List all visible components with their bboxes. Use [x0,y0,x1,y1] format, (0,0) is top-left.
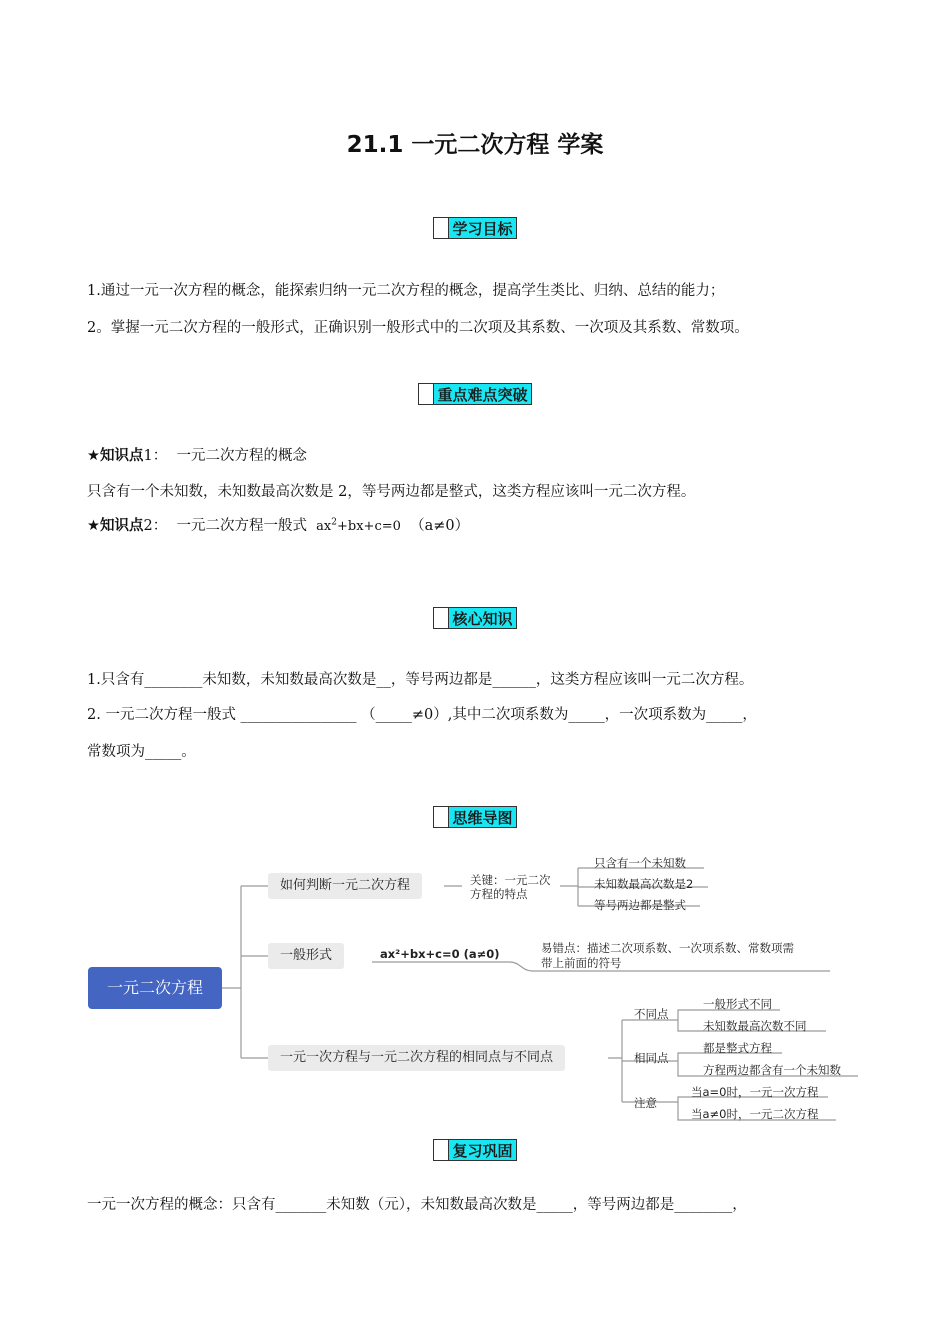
mindmap-diff-item-2: 未知数最高次数不同 [703,1019,807,1033]
section-goals-label: 学习目标 [448,217,516,239]
mindmap-diff-item-1: 一般形式不同 [703,997,772,1011]
goal-line-1: 1.通过一元一次方程的概念，能探索归纳一元二次方程的概念，提高学生类比、归纳、总结的能力； [87,283,725,299]
mindmap-branch1-key-a: 关键：一元二次 [470,873,551,887]
kp1-text: 一元二次方程的概念 [176,448,307,464]
kp2-formula: $ax^2+bx+c=0$ [316,517,401,534]
knowledge-point-2 [87,514,469,535]
core-line-2: 2. 一元二次方程一般式 ________________ （_____≠0）,其中二次项系数为_____，一次项系数为_____， [87,707,757,723]
mindmap-b1-item-1: 只含有一个未知数 [594,856,686,870]
mindmap-same-label: 相同点 [634,1051,669,1065]
mindmap-same-item-2: 方程两边都含有一个未知数 [703,1063,841,1077]
page-title: 21.1 一元二次方程 学案 [346,132,604,158]
mindmap-branch-judge: 如何判断一元二次方程 [268,873,422,899]
mindmap-error-note-b: 带上前面的符号 [541,956,622,970]
section-review [0,1139,950,1161]
core-line-1: 1.只含有________未知数，未知数最高次数是__，等号两边都是______，这类方程应该叫一元二次方程。 [87,672,754,688]
core-line-3: 常数项为_____。 [87,744,196,760]
section-core-label: 核心知识 [448,607,516,629]
mindmap-b1-item-2: 未知数最高次数是2 [594,877,694,891]
goal-line-2: 2。掌握一元二次方程的一般形式，正确识别一般形式中的二次项及其系数、一次项及其系数、常数项。 [87,320,749,336]
mindmap-root: 一元二次方程 [88,967,222,1009]
section-core [0,607,950,629]
mindmap-same-item-1: 都是整式方程 [703,1041,772,1055]
mindmap-branch1-key-b: 方程的特点 [470,887,528,901]
mindmap-error-note-a: 易错点：描述二次项系数、一次项系数、常数项需 [541,941,794,955]
mindmap-branch-general-form: 一般形式 [268,943,344,969]
mindmap-formula: ax²+bx+c=0 (a≠0) [380,947,500,961]
section-review-label: 复习巩固 [448,1139,516,1161]
kp1-num: 1： [143,448,168,464]
section-mindmap-label: 思维导图 [448,806,516,828]
section-goals [0,217,950,239]
mindmap-note-item-2: 当a≠0时，一元二次方程 [691,1107,819,1121]
review-line-1: 一元一次方程的概念：只含有_______未知数（元），未知数最高次数是_____，等号两边都是________， [87,1197,747,1213]
knowledge-point-1 [87,444,307,465]
section-key [0,383,950,405]
kp2-condition: （a≠0） [410,518,470,534]
kp2-num: 2： [143,518,168,534]
kp1-label: ★知识点 [87,448,144,464]
mindmap-diff-label: 不同点 [634,1007,669,1021]
kp2-text: 一元二次方程一般式 [176,518,307,534]
kp2-label: ★知识点 [87,518,144,534]
section-mindmap [0,806,950,828]
mindmap-b1-item-3: 等号两边都是整式 [594,898,686,912]
mindmap-note-label: 注意 [634,1096,657,1110]
kp1-description: 只含有一个未知数，未知数最高次数是 2，等号两边都是整式，这类方程应该叫一元二次方程。 [87,484,696,500]
mindmap-branch-compare: 一元一次方程与一元二次方程的相同点与不同点 [268,1045,565,1071]
section-key-label: 重点难点突破 [433,383,531,405]
mindmap-note-item-1: 当a=0时，一元一次方程 [691,1085,819,1099]
